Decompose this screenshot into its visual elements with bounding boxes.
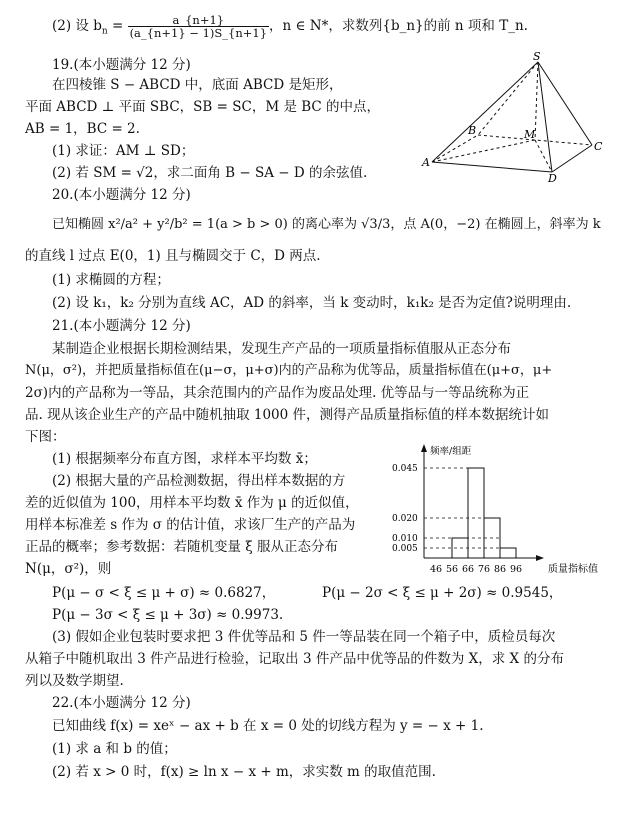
hist-xtick-4: 86: [494, 564, 507, 575]
label-D: D: [548, 172, 557, 182]
hist-bar-1: [468, 468, 484, 558]
q22-part2: (2) 若 x > 0 时，f(x) ≥ ln x − x + m，求实数 m 的取值范围.: [52, 764, 436, 780]
q18-part2-suffix: ，n ∈ N*，求数列{b_n}的前 n 项和 T_n.: [269, 18, 528, 34]
q22-line1: 已知曲线 f(x) = xeˣ − ax + b 在 x = 0 处的切线方程为 y = − x + 1.: [52, 718, 484, 734]
hist-x-arrow: [536, 555, 544, 561]
q21-line3: 2σ)内的产品称为一等品，其余范围内的产品作为废品处理. 优等品与一等品统称为正: [25, 385, 530, 401]
label-A: A: [422, 156, 430, 169]
hist-xtick-2: 66: [462, 564, 475, 575]
q20-part2: (2) 设 k₁，k₂ 分别为直线 AC，AD 的斜率，当 k 变动时，k₁k₂ 是否为定值?说明理由.: [52, 295, 572, 311]
q21-part2-d: 正品的概率；参考数据：若随机变量 ξ 服从正态分布: [25, 539, 339, 555]
q21-part2-a: (2) 根据大量的产品检测数据，得出样本数据的方: [52, 473, 346, 489]
q22-part1: (1) 求 a 和 b 的值；: [52, 741, 177, 757]
q18-eq: =: [107, 18, 128, 34]
hist-xtick-0: 46: [430, 564, 443, 575]
q21-ref2: P(μ − 3σ < ξ ≤ μ + 3σ) ≈ 0.9973.: [52, 607, 284, 623]
q19-part1: (1) 求证：AM ⊥ SD；: [52, 143, 195, 159]
q20-part1: (1) 求椭圆的方程；: [52, 272, 170, 288]
q18-frac-den: (a_{n+1} − 1)S_{n+1}: [129, 26, 268, 40]
q21-part3-c: 列以及数学期望.: [25, 673, 124, 689]
hist-ytick-3: 0.005: [392, 544, 418, 554]
hist-bar-3: [500, 548, 516, 558]
q18-part2: [52, 14, 528, 41]
q18-sub-n: n: [101, 26, 108, 37]
q21-part2-c: 用样本标准差 s 作为 σ 的估计值，求该厂生产的产品为: [25, 517, 356, 533]
label-C: C: [594, 140, 603, 153]
q21-part1: (1) 根据频率分布直方图，求样本平均数 x̄；: [52, 451, 317, 467]
frequency-histogram: [388, 440, 618, 575]
q21-part3-b: 从箱子中随机取出 3 件产品进行检验，记取出 3 件产品中优等品的件数为 X，求 X 的分布: [25, 651, 564, 667]
hist-ylabel: 频率/组距: [430, 446, 472, 457]
pyramid-figure: [420, 52, 620, 182]
hist-xlabel: 质量指标值: [548, 564, 598, 575]
q19-title: 19.(本小题满分 12 分): [52, 57, 191, 73]
hist-ytick-1: 0.020: [392, 514, 418, 524]
q21-part2-e: N(μ，σ²)，则: [25, 561, 112, 577]
q21-ref1a: P(μ − σ < ξ ≤ μ + σ) ≈ 0.6827，: [52, 585, 276, 601]
hist-ytick-2: 0.010: [392, 534, 418, 544]
q21-line1: 某制造企业根据长期检测结果，发现生产产品的一项质量指标值服从正态分布: [52, 341, 511, 357]
q20-line1: 已知椭圆 x²/a² + y²/b² = 1(a > b > 0) 的离心率为 √3/3，点 A(0，−2) 在椭圆上，斜率为 k: [52, 217, 601, 232]
q21-part2-b: 差的近似值为 100，用样本平均数 x̄ 作为 μ 的近似值，: [25, 495, 359, 511]
q21-line4: 品. 现从该企业生产的产品中随机抽取 1000 件，测得产品质量指标值的样本数据统计如: [25, 407, 550, 423]
label-M: M: [524, 128, 536, 141]
label-B: B: [468, 124, 477, 137]
hist-xtick-1: 56: [446, 564, 459, 575]
q21-title: 21.(本小题满分 12 分): [52, 318, 191, 334]
hist-xtick-5: 96: [510, 564, 523, 575]
q21-ref1b: P(μ − 2σ < ξ ≤ μ + 2σ) ≈ 0.9545，: [322, 585, 563, 601]
q20-title: 20.(本小题满分 12 分): [52, 187, 191, 203]
q18-frac-num: a_{n+1}: [128, 14, 269, 27]
q19-line3: AB = 1，BC = 2.: [25, 121, 140, 137]
q21-line5: 下图：: [25, 429, 66, 445]
q18-part2-prefix: (2) 设 b: [52, 18, 102, 34]
q19-line2: 平面 ABCD ⊥ 平面 SBC，SB = SC，M 是 BC 的中点，: [25, 99, 381, 115]
hist-y-arrow: [421, 444, 427, 452]
q22-title: 22.(本小题满分 12 分): [52, 695, 191, 711]
q18-fraction: [128, 14, 269, 39]
q19-part2: (2) 若 SM = √2，求二面角 B − SA − D 的余弦值.: [52, 165, 368, 181]
label-S: S: [533, 52, 541, 63]
q20-line2: 的直线 l 过点 E(0，1) 且与椭圆交于 C，D 两点.: [25, 248, 321, 264]
q21-line2: N(μ，σ²)，并把质量指标值在(μ−σ，μ+σ)内的产品称为优等品，质量指标值在(μ+σ，μ+: [25, 363, 553, 378]
q21-part3-a: (3) 假如企业包装时要求把 3 件优等品和 5 件一等品装在同一个箱子中，质检员每次: [52, 629, 556, 645]
hist-ytick-0: 0.045: [392, 464, 418, 474]
q19-line1: 在四棱锥 S − ABCD 中，底面 ABCD 是矩形，: [52, 77, 343, 93]
hist-xtick-3: 76: [478, 564, 491, 575]
